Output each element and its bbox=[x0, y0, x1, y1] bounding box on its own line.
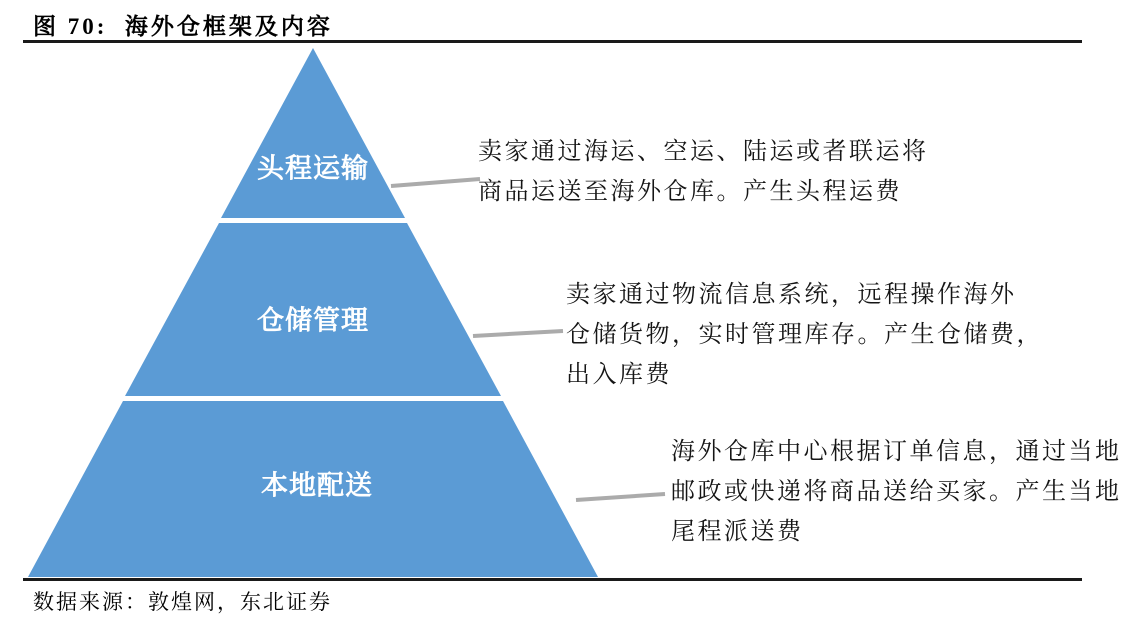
description-line: 海外仓库中心根据订单信息，通过当地 bbox=[671, 438, 1122, 465]
tier-2-label: 仓储管理 bbox=[257, 305, 369, 336]
tier-1-label: 头程运输 bbox=[257, 153, 369, 184]
footer-divider-rule bbox=[23, 578, 1082, 581]
description-line: 邮政或快递将商品送给买家。产生当地 bbox=[671, 478, 1122, 505]
description-line: 仓储货物，实时管理库存。产生仓储费， bbox=[566, 321, 1043, 348]
figure-title: 图 70: 海外仓框架及内容 bbox=[33, 14, 333, 39]
tier-1-description bbox=[478, 132, 929, 212]
description-line: 卖家通过物流信息系统，远程操作海外 bbox=[566, 281, 1017, 308]
data-source-text: 数据来源：敦煌网，东北证券 bbox=[33, 590, 332, 614]
connector-line-2 bbox=[473, 331, 563, 336]
description-line: 尾程派送费 bbox=[671, 518, 804, 545]
tier-2-description bbox=[566, 275, 1043, 395]
description-line: 卖家通过海运、空运、陆运或者联运将 bbox=[478, 138, 929, 165]
tier-3-description bbox=[671, 432, 1122, 552]
connector-line-1 bbox=[391, 179, 480, 186]
description-line: 出入库费 bbox=[566, 361, 672, 388]
tier-3-label: 本地配送 bbox=[261, 470, 373, 501]
tier-1-shape bbox=[221, 48, 405, 218]
connector-line-3 bbox=[576, 494, 665, 500]
description-line: 商品运送至海外仓库。产生头程运费 bbox=[478, 178, 902, 205]
